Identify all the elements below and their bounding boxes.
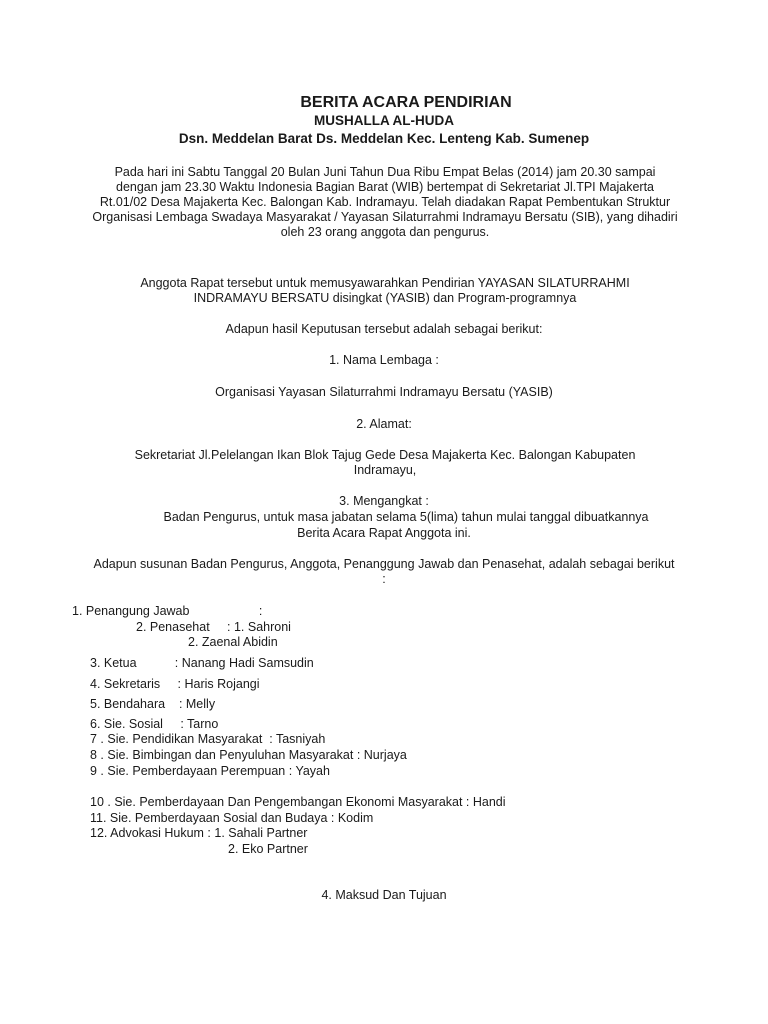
document-subtitle: MUSHALLA AL-HUDA <box>314 113 454 128</box>
roster-line: 2. Zaenal Abidin <box>188 635 278 649</box>
decision-intro: Adapun hasil Keputusan tersebut adalah sebagai berikut: <box>225 322 543 336</box>
item3-label: 3. Mengangkat : <box>339 494 429 508</box>
roster-line: 2. Eko Partner <box>228 842 308 856</box>
item3-line1: Badan Pengurus, untuk masa jabatan selama 5(lima) tahun mulai tanggal dibuatkannya <box>163 510 649 524</box>
roster-line: 11. Sie. Pemberdayaan Sosial dan Budaya : Kodim <box>90 811 374 825</box>
item4-label: 4. Maksud Dan Tujuan <box>321 888 447 902</box>
roster-line: 6. Sie. Sosial : Tarno <box>90 717 219 731</box>
susunan-paragraph: Adapun susunan Badan Pengurus, Anggota, Penanggung Jawab dan Penasehat, adalah sebagai berikut : <box>93 557 675 586</box>
roster-line: 3. Ketua : Nanang Hadi Samsudin <box>90 656 314 670</box>
anggota-paragraph: Anggota Rapat tersebut untuk memusyawarahkan Pendirian YAYASAN SILATURRAHMI INDRAMAYU BERSATU disingkat (YASIB) dan Program-programnya <box>140 276 630 305</box>
roster-line: 9 . Sie. Pemberdayaan Perempuan : Yayah <box>90 764 330 778</box>
roster-line: 5. Bendahara : Melly <box>90 697 216 711</box>
item2-value: Sekretariat Jl.Pelelangan Ikan Blok Tajug Gede Desa Majakerta Kec. Balongan Kabupaten Indramayu, <box>134 448 636 477</box>
roster-line: 7 . Sie. Pendidikan Masyarakat : Tasniyah <box>90 732 326 746</box>
item1-value: Organisasi Yayasan Silaturrahmi Indramayu Bersatu (YASIB) <box>215 385 553 399</box>
document-title: BERITA ACARA PENDIRIAN <box>300 94 512 111</box>
opening-paragraph: Pada hari ini Sabtu Tanggal 20 Bulan Juni Tahun Dua Ribu Empat Belas (2014) jam 20.30 sampai dengan jam 23.30 Waktu Indonesia Bagian Barat (WIB) bertempat di Sekretariat Jl.TPI Majakerta Rt.01/02 Desa Majakerta Kec. Balongan Kab. Indramayu. Telah diadakan Rapat Pembentukan Struktur Organisasi Lembaga Swadaya Masyarakat / Yayasan Silaturrahmi Indramayu Bersatu (SIB), yang dihadiri oleh 23 orang anggota dan pengurus. <box>92 165 678 239</box>
roster-line: 1. Penangung Jawab : <box>72 604 263 618</box>
item2-label: 2. Alamat: <box>356 417 412 431</box>
roster-line: 12. Advokasi Hukum : 1. Sahali Partner <box>90 826 308 840</box>
roster-line: 4. Sekretaris : Haris Rojangi <box>90 677 260 691</box>
roster-line: 10 . Sie. Pemberdayaan Dan Pengembangan Ekonomi Masyarakat : Handi <box>90 795 506 809</box>
roster-line: 2. Penasehat : 1. Sahroni <box>136 620 291 634</box>
document-address-heading: Dsn. Meddelan Barat Ds. Meddelan Kec. Lenteng Kab. Sumenep <box>178 131 590 146</box>
item1-label: 1. Nama Lembaga : <box>329 353 439 367</box>
item3-line2: Berita Acara Rapat Anggota ini. <box>297 526 471 540</box>
roster-line: 8 . Sie. Bimbingan dan Penyuluhan Masyarakat : Nurjaya <box>90 748 407 762</box>
